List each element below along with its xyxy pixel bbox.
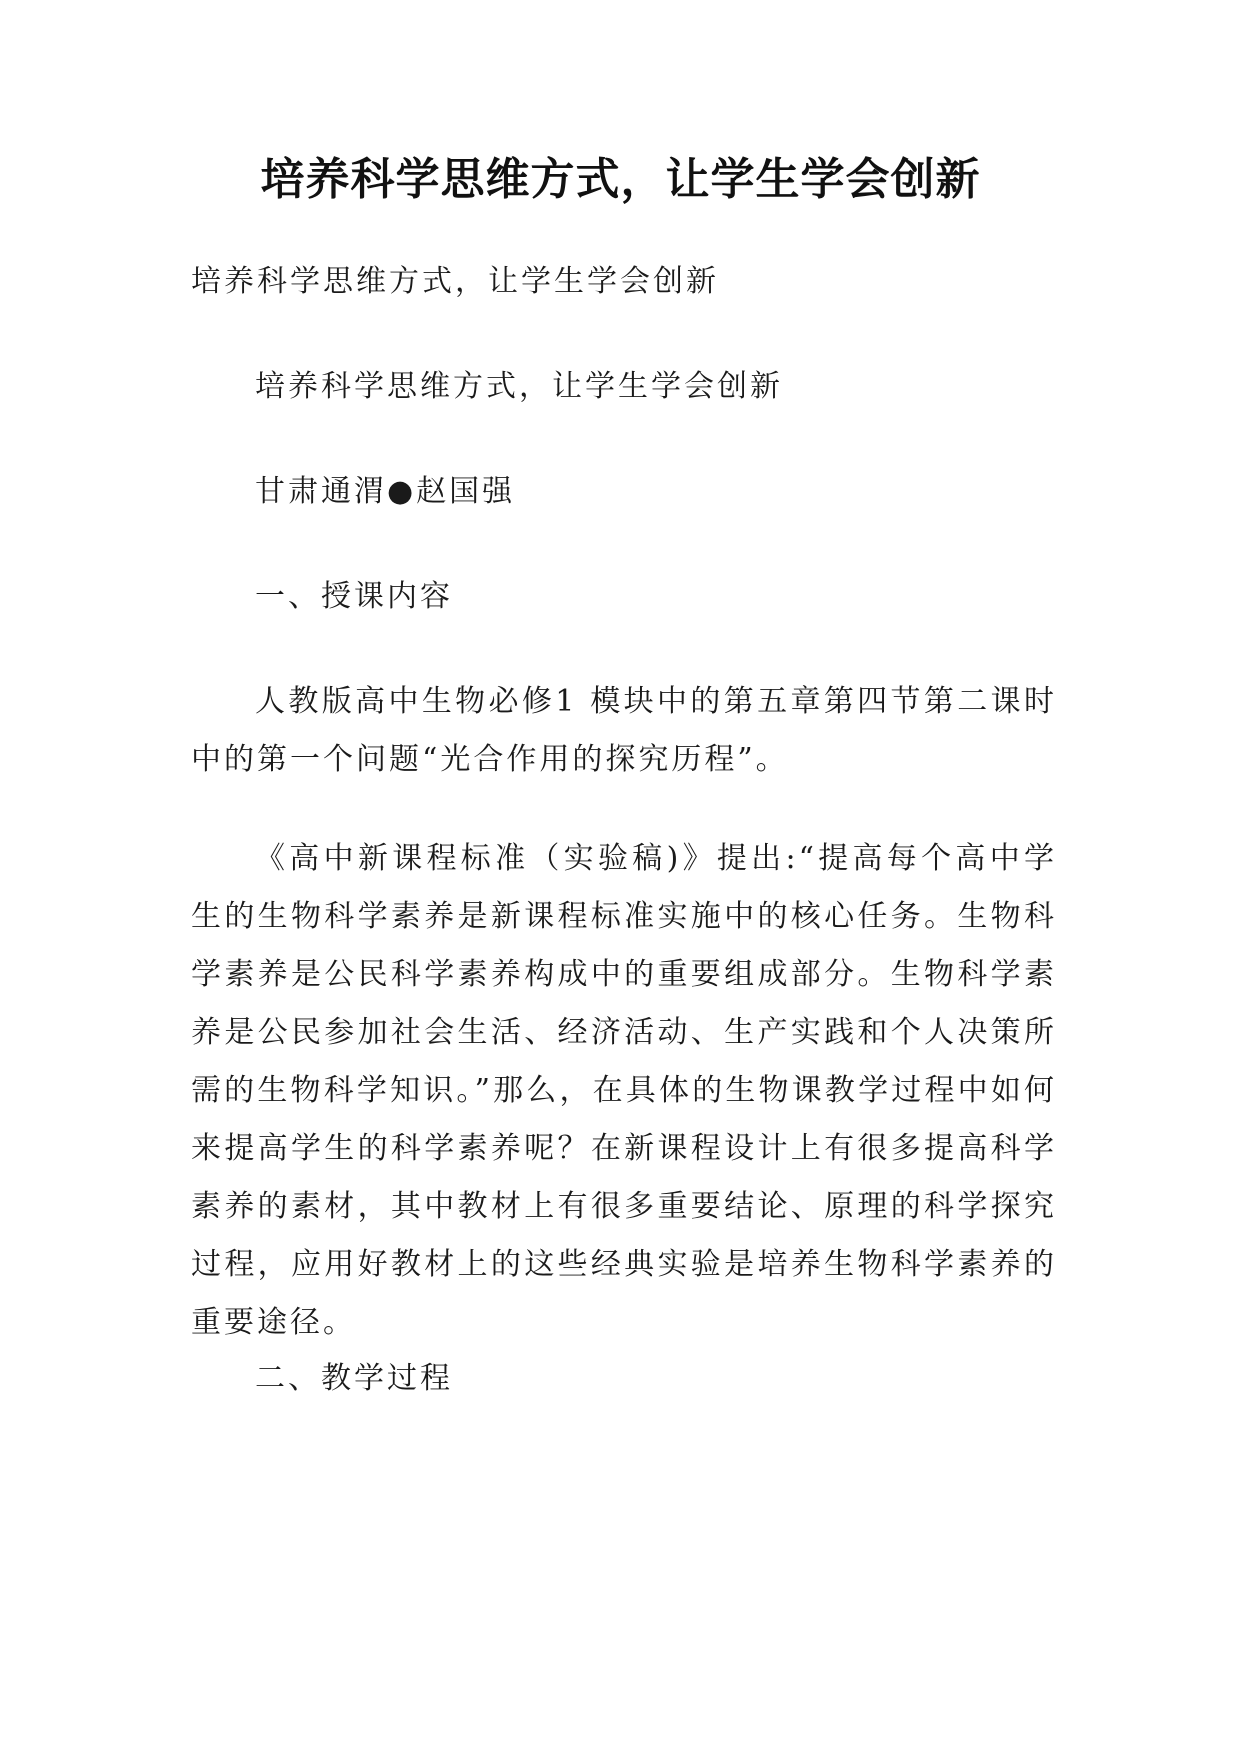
subtitle-paragraph: 培养科学思维方式，让学生学会创新 (191, 264, 719, 299)
body-paragraph-2: 《高中新课程标准（实验稿)》提出:“提高每个高中学生的生物科学素养是新课程标准实施中的核心任务。生物科学素养是公民科学素养构成中的重要组成部分。生物科学素养是公民参加社会生活、经济活动、生产实践和个人决策所需的生物科学知识。”那么，在具体的生物课教学过程中如何来提高学生的科学素养呢？在新课程设计上有很多提高科学素养的素材，其中教材上有很多重要结论、原理的科学探究过程，应用好教材上的这些经典实验是培养生物科学素养的重要途径。 (191, 841, 1057, 1340)
body-paragraph-1: 人教版高中生物必修1 模块中的第五章第四节第二课时中的第一个问题“光合作用的探究历程”。 (191, 684, 1057, 777)
document-title: 培养科学思维方式，让学生学会创新 (260, 154, 981, 205)
article-title-paragraph: 培养科学思维方式，让学生学会创新 (255, 369, 783, 404)
section-heading-2: 二、教学过程 (255, 1361, 453, 1396)
author-line: 甘肃通渭●赵国强 (255, 474, 516, 509)
section-heading-1: 一、授课内容 (255, 579, 453, 614)
